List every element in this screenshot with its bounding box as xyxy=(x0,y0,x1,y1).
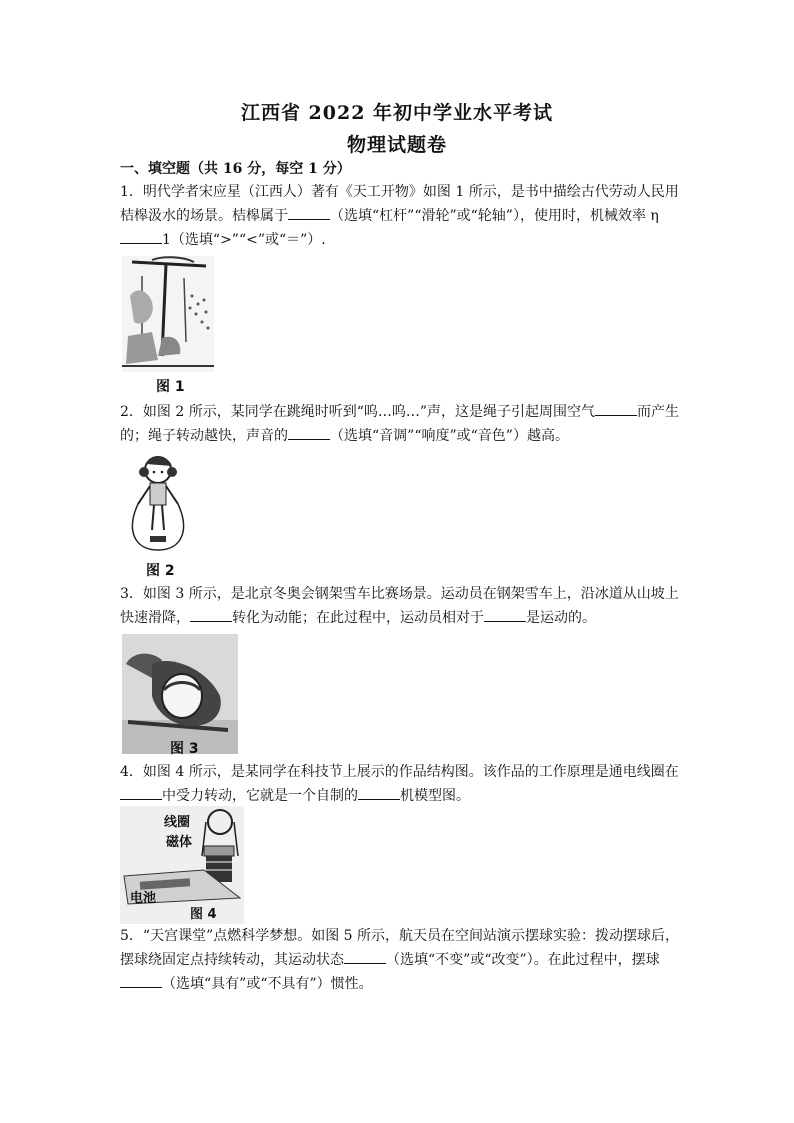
figure-3-caption: 图 3 xyxy=(170,741,199,757)
question-1-text-c: 1（选填“>”“<”或“＝”）. xyxy=(162,232,326,248)
question-2 xyxy=(120,400,680,448)
figure-4-label-coil: 线圈 xyxy=(164,815,191,830)
question-2-text-b: 而产生的；绳子转动越快，声音的 xyxy=(120,404,680,444)
exam-subtitle: 物理试题卷 xyxy=(346,134,447,156)
figure-4-motor-model-image xyxy=(120,806,244,924)
answer-blank[interactable] xyxy=(484,607,526,622)
answer-blank[interactable] xyxy=(120,973,162,988)
exam-title: 江西省 2022 年初中学业水平考试 xyxy=(240,102,554,124)
question-5-text-b: （选填“不变”或“改变”）。在此过程中，摆球 xyxy=(386,952,660,968)
figure-3-skeleton-sled-image xyxy=(122,634,238,754)
figure-4-caption: 图 4 xyxy=(190,907,217,922)
answer-blank[interactable] xyxy=(344,949,386,964)
question-3-text-a: 3．如图 3 所示，是北京冬奥会钢架雪车比赛场景。运动员在钢架雪车上，沿冰道从山坡上快速滑降， xyxy=(120,586,679,626)
answer-blank[interactable] xyxy=(595,401,637,416)
answer-blank[interactable] xyxy=(190,607,232,622)
question-4 xyxy=(120,760,680,808)
section-heading-fill-in: 一、填空题（共 16 分，每空 1 分） xyxy=(120,161,351,177)
figure-2-caption: 图 2 xyxy=(146,563,175,579)
question-5 xyxy=(120,924,680,996)
question-1-text-b: （选填“杠杆”“滑轮”或“轮轴”），使用时，机械效率 η xyxy=(330,208,659,224)
question-1 xyxy=(120,180,680,252)
answer-blank[interactable] xyxy=(120,229,162,244)
question-3 xyxy=(120,582,680,630)
question-3-text-b: 转化为动能；在此过程中，运动员相对于 xyxy=(232,610,484,626)
figure-4-label-magnet: 磁体 xyxy=(166,835,193,850)
answer-blank[interactable] xyxy=(288,425,330,440)
question-2-text-c: （选填“音调”“响度”或“音色”）越高。 xyxy=(330,428,569,444)
figure-1-well-sweep-image xyxy=(122,256,214,372)
question-3-text-c: 是运动的。 xyxy=(526,610,596,626)
question-4-text-b: 中受力转动，它就是一个自制的 xyxy=(162,788,358,804)
question-1-text-a: 1．明代学者宋应星（江西人）著有《天工开物》如图 1 所示，是书中描绘古代劳动人民用桔槔汲水的场景。桔槔属于 xyxy=(120,184,679,224)
question-2-text-a: 2．如图 2 所示，某同学在跳绳时听到“呜…呜…”声，这是绳子引起周围空气 xyxy=(120,404,596,420)
figure-1-caption: 图 1 xyxy=(156,379,185,395)
figure-4-label-battery: 电池 xyxy=(130,891,157,906)
figure-2-jump-rope-image xyxy=(124,450,192,556)
question-4-text-a: 4．如图 4 所示，是某同学在科技节上展示的作品结构图。该作品的工作原理是通电线圈在 xyxy=(120,764,679,780)
answer-blank[interactable] xyxy=(288,205,330,220)
question-5-text-a: 5．“天宫课堂”点燃科学梦想。如图 5 所示，航天员在空间站演示摆球实验：拨动摆球后，摆球绕固定点持续转动，其运动状态 xyxy=(120,928,680,968)
question-4-text-c: 机模型图。 xyxy=(400,788,470,804)
answer-blank[interactable] xyxy=(358,785,400,800)
answer-blank[interactable] xyxy=(120,785,162,800)
question-5-text-c: （选填“具有”或“不具有”）惯性。 xyxy=(162,976,373,992)
